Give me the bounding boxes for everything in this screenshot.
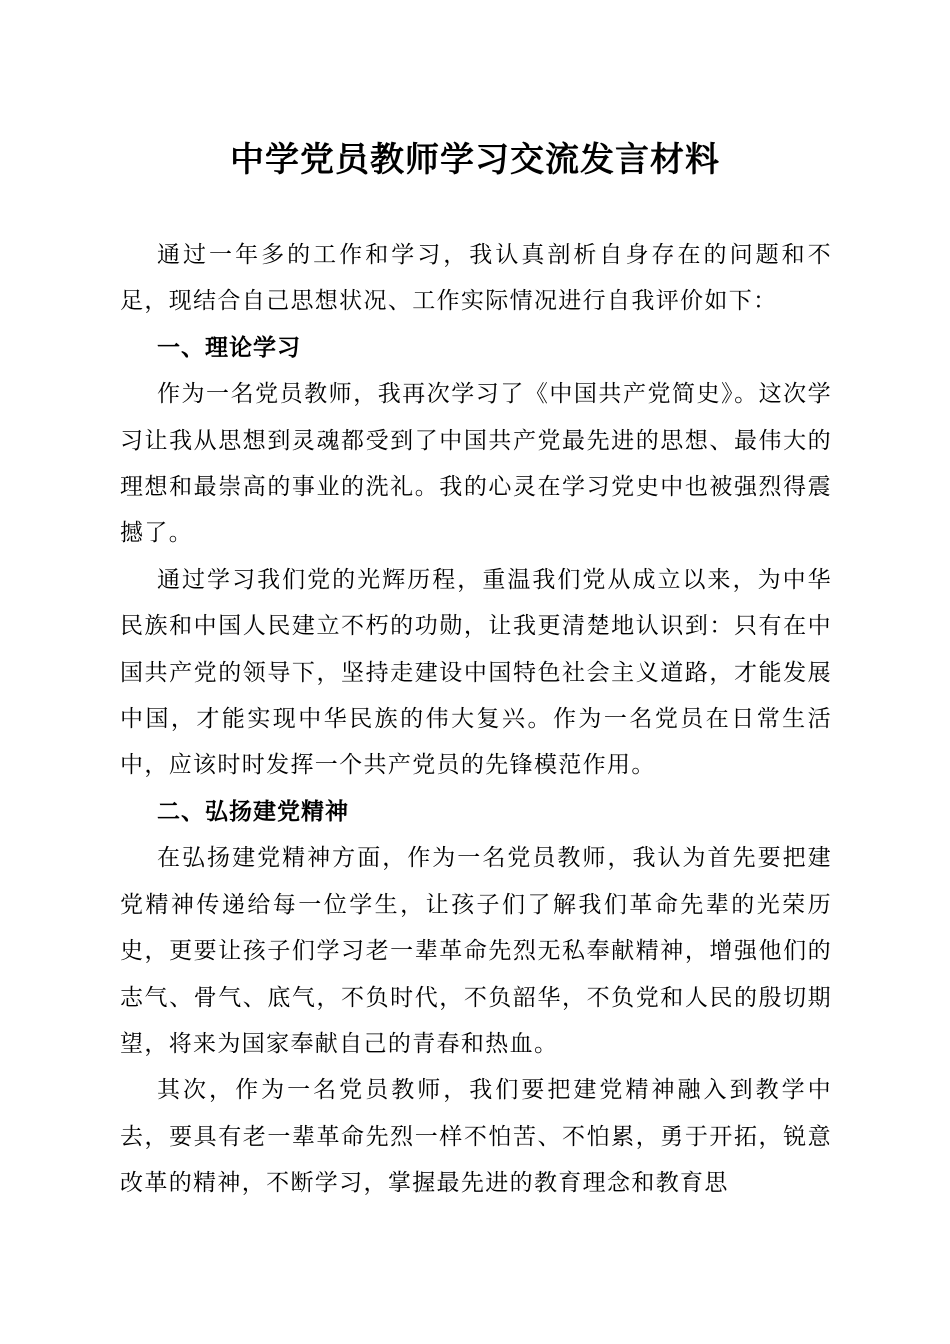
body-paragraph: 作为一名党员教师，我再次学习了《中国共产党简史》。这次学习让我从思想到灵魂都受到了中国共产党最先进的思想、最伟大的理想和最崇高的事业的洗礼。我的心灵在学习党史中也被强烈得震撼了。 (120, 381, 832, 547)
document-body (120, 232, 832, 1207)
section-heading-party-spirit: 二、弘扬建党精神 (157, 798, 349, 825)
document-title: 中学党员教师学习交流发言材料 (230, 140, 720, 180)
body-paragraph: 通过学习我们党的光辉历程，重温我们党从成立以来，为中华民族和中国人民建立不朽的功勋，让我更清楚地认识到：只有在中国共产党的领导下，坚持走建设中国特色社会主义道路，才能发展中国，才能实现中华民族的伟大复兴。作为一名党员在日常生活中，应该时时发挥一个共产党员的先锋模范作用。 (120, 566, 832, 779)
body-paragraph: 其次，作为一名党员教师，我们要把建党精神融入到教学中去，要具有老一辈革命先烈一样不怕苦、不怕累，勇于开拓，锐意改革的精神，不断学习，掌握最先进的教育理念和教育思 (120, 1077, 832, 1197)
intro-paragraph: 通过一年多的工作和学习，我认真剖析自身存在的问题和不足，现结合自己思想状况、工作实际情况进行自我评价如下： (120, 242, 832, 315)
body-paragraph: 在弘扬建党精神方面，作为一名党员教师，我认为首先要把建党精神传递给每一位学生，让孩子们了解我们革命先辈的光荣历史，更要让孩子们学习老一辈革命先烈无私奉献精神，增强他们的志气、骨气、底气，不负时代，不负韶华，不负党和人民的殷切期望，将来为国家奉献自己的青春和热血。 (120, 845, 832, 1057)
section-heading-theory-study: 一、理论学习 (157, 334, 301, 361)
